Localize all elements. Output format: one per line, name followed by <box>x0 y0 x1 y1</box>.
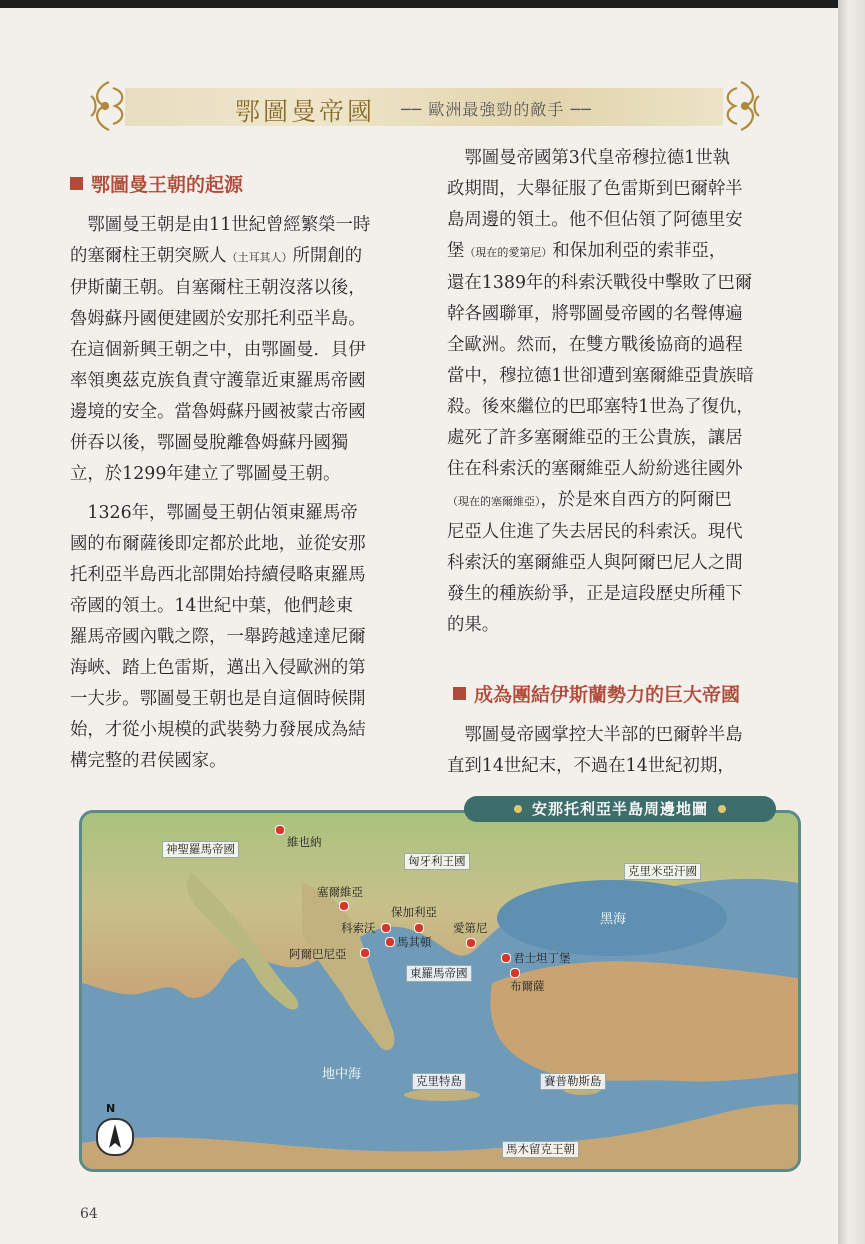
label-byzantine-empire: 東羅馬帝國 <box>406 965 472 982</box>
page-number: 64 <box>80 1206 98 1222</box>
chapter-title: 鄂圖曼帝國 <box>235 97 376 126</box>
city-marker <box>339 901 349 911</box>
label-holy-roman-empire: 神聖羅馬帝國 <box>162 841 239 858</box>
label-cyprus: 賽普勒斯島 <box>540 1073 606 1090</box>
chapter-subtitle: ── 歐洲最強勁的敵手 ── <box>401 100 592 119</box>
section-heading-origin: 鄂圖曼王朝的起源 <box>70 170 243 197</box>
right-column <box>447 143 797 641</box>
label-serbia: 塞爾維亞 <box>317 885 363 899</box>
label-crete: 克里特島 <box>412 1073 466 1090</box>
ornament-left-icon <box>85 78 133 134</box>
compass-icon <box>96 1118 134 1156</box>
section-heading-empire: 成為團結伊斯蘭勢力的巨大帝國 <box>453 680 740 707</box>
top-edge <box>0 0 865 8</box>
chapter-banner <box>85 78 765 134</box>
right-column-continued <box>447 720 797 782</box>
title-dot-icon <box>718 805 726 813</box>
label-albania: 阿爾巴尼亞 <box>289 947 347 961</box>
title-dot-icon <box>514 805 522 813</box>
heading-square-icon <box>70 177 83 190</box>
city-marker <box>381 923 391 933</box>
ornament-right-icon <box>717 78 765 134</box>
city-marker <box>466 938 476 948</box>
label-hungary: 匈牙利王國 <box>404 853 470 870</box>
label-mamluk-sultanate: 馬木留克王朝 <box>502 1141 579 1158</box>
map-title: 安那托利亞半島周邊地圖 <box>464 796 776 822</box>
label-bulgaria: 保加利亞 <box>391 905 437 919</box>
book-gutter <box>838 0 865 1244</box>
city-marker <box>360 948 370 958</box>
label-constantinople: 君士坦丁堡 <box>513 951 571 965</box>
paragraph: 鄂圖曼帝國第3代皇帝穆拉德1世執 政期間，大舉征服了色雷斯到巴爾幹半 島周邊的領土。他不但佔領了阿德里安 堡（現在的愛第尼）和保加利亞的索菲亞， 還在1389年的科索沃戰役中擊敗了巴爾 幹各國聯軍，將鄂圖曼帝國的名聲傳遍 全歐洲。然而，在雙方戰後協商的過程 當中，穆拉德1世卻遭到塞爾維亞貴族暗 殺。後來繼位的巴耶塞特1世為了復仇， 處死了許多塞爾維亞的王公貴族，讓居 住在科索沃的塞爾維亞人紛紛逃往國外 （現在的塞爾維亞），於是來自西方的阿爾巴 尼亞人住進了失去居民的科索沃。現代 科索沃的塞爾維亞人與阿爾巴尼人之間 發生的種族紛爭，正是這段歷史所種下 的果。 <box>447 148 754 635</box>
city-marker <box>414 923 424 933</box>
label-vienna: 維也納 <box>287 835 322 849</box>
label-macedonia: 馬其頓 <box>397 935 432 949</box>
paragraph: 鄂圖曼王朝是由11世紀曾經繁榮一時 的塞爾柱王朝突厥人（土耳其人）所開創的 伊斯蘭王朝。自塞爾柱王朝沒落以後， 魯姆蘇丹國便建國於安那托利亞半島。 在這個新興王朝之中，由鄂圖曼．貝伊 率領奧茲克族負責守護靠近東羅馬帝國 邊境的安全。當魯姆蘇丹國被蒙古帝國 併吞以後，鄂圖曼脫離魯姆蘇丹國獨 立，於1299年建立了鄂圖曼王朝。 <box>70 215 371 484</box>
city-marker <box>275 825 285 835</box>
heading-square-icon <box>453 687 466 700</box>
label-edirne: 愛第尼 <box>453 921 488 935</box>
label-mediterranean: 地中海 <box>322 1067 362 1082</box>
paragraph: 1326年，鄂圖曼王朝佔領東羅馬帝 國的布爾薩後即定都於此地，並從安那 托利亞半島西北部開始持續侵略東羅馬 帝國的領土。14世紀中葉，他們趁東 羅馬帝國內戰之際，一舉跨越達達尼爾 海峽、踏上色雷斯，邁出入侵歐洲的第 一大步。鄂圖曼王朝也是自這個時候開 始，才從小規模的武裝勢力發展成為結 構完整的君侯國家。 <box>70 503 366 771</box>
label-bursa: 布爾薩 <box>510 979 545 993</box>
paragraph: 鄂圖曼帝國掌控大半部的巴爾幹半島 直到14世紀末，不過在14世紀初期， <box>447 725 743 776</box>
compass-north-label: N <box>106 1102 116 1115</box>
city-marker <box>510 968 520 978</box>
map-figure <box>79 810 801 1172</box>
label-crimean-khanate: 克里米亞汗國 <box>624 863 701 880</box>
label-black-sea: 黑海 <box>600 912 627 927</box>
left-column <box>70 210 410 777</box>
label-kosovo: 科索沃 <box>341 921 376 935</box>
